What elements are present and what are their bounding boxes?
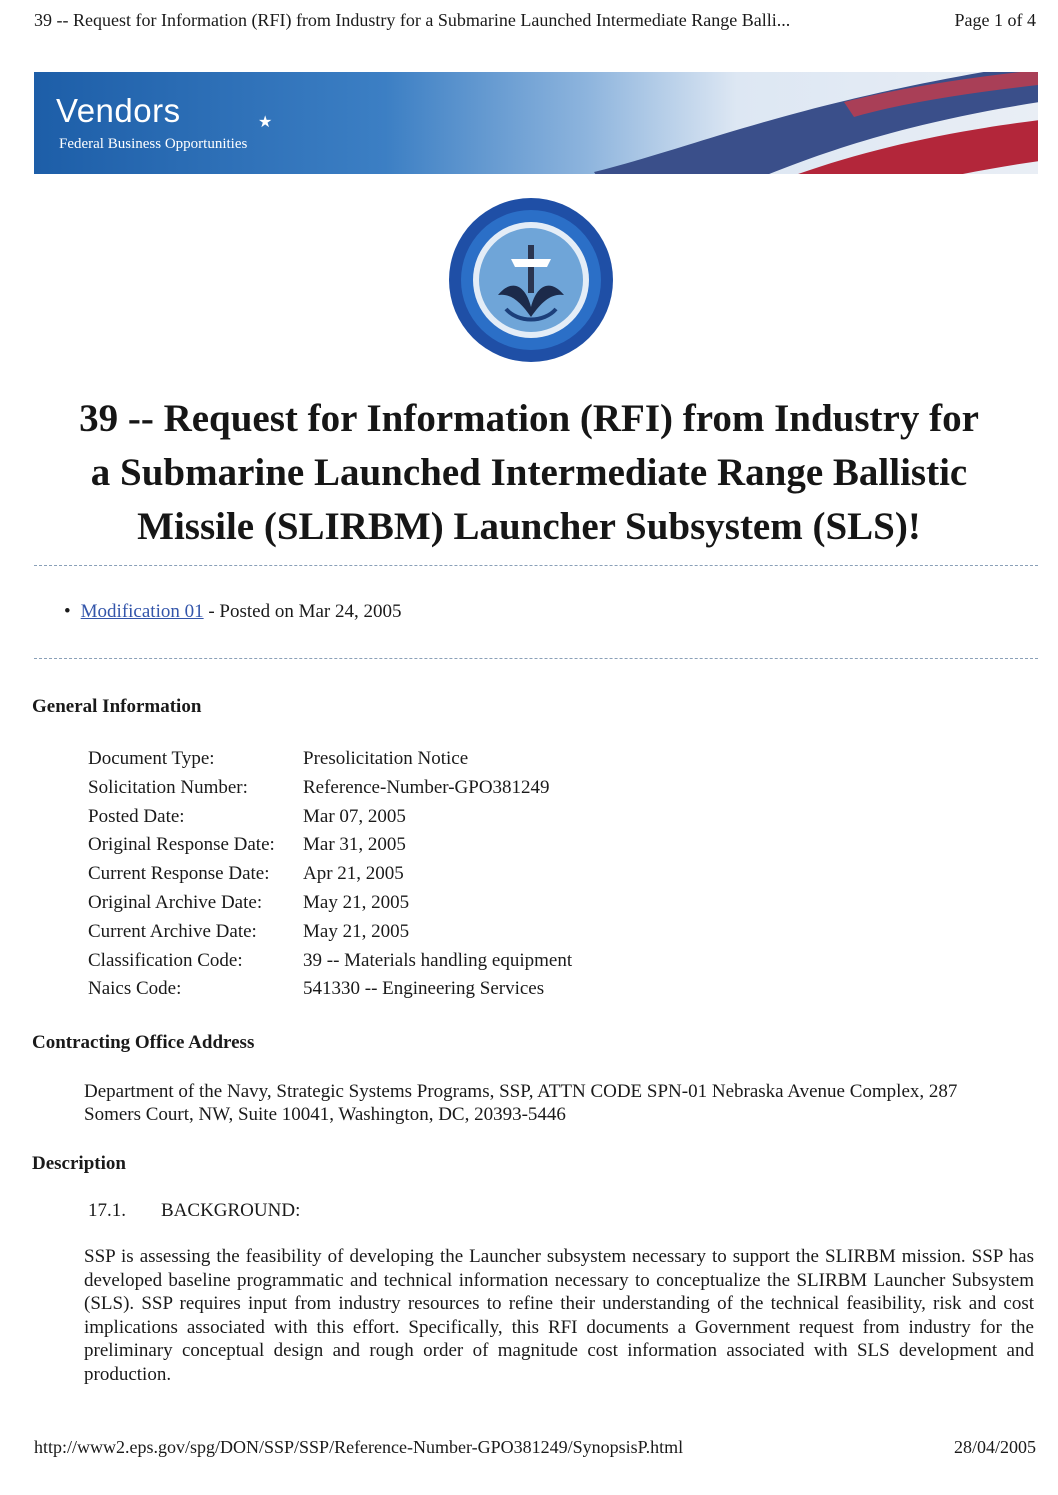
contracting-office-heading: Contracting Office Address	[32, 1032, 255, 1053]
info-value: May 21, 2005	[303, 920, 410, 942]
info-label: Current Archive Date:	[88, 920, 257, 942]
info-label: Posted Date:	[88, 805, 185, 827]
divider	[34, 565, 1038, 566]
info-value: Apr 21, 2005	[303, 863, 404, 885]
info-label: Naics Code:	[88, 978, 182, 1000]
info-label: Classification Code:	[88, 949, 243, 971]
general-information-table	[88, 748, 572, 1007]
info-value: Mar 07, 2005	[303, 805, 406, 827]
description-paragraph: SSP is assessing the feasibility of developing the Launcher subsystem necessary to support the SLIRBM mission. SSP has developed baseline programmatic and technical information necessary to conceptualize the SLIRBM Launcher Subsystem (SLS). SSP requires input from industry resources to refine their understanding of the technical feasibility, risk and cost implications associated with this effort. Specifically, this RFI documents a Government request from industry for the preliminary conceptual design and rough order of magnitude cost information associated with SLS development and production.	[84, 1246, 1034, 1385]
title-line: a Submarine Launched Intermediate Range Ballistic	[90, 451, 968, 494]
vendors-logo-text: Vendors	[56, 92, 181, 129]
print-footer	[34, 1437, 1036, 1458]
print-header	[34, 10, 1036, 36]
info-row	[88, 777, 572, 806]
info-row	[88, 950, 572, 979]
info-value: May 21, 2005	[303, 891, 410, 913]
title-line: 39 -- Request for Information (RFI) from Industry for	[79, 397, 979, 440]
info-row	[88, 863, 572, 892]
info-row	[88, 892, 572, 921]
banner-subtitle: Federal Business Opportunities	[59, 136, 248, 152]
info-row	[88, 834, 572, 863]
info-label: Solicitation Number:	[88, 776, 248, 798]
info-value: 541330 -- Engineering Services	[303, 978, 545, 1000]
description-heading: Description	[32, 1153, 126, 1174]
vendors-banner	[34, 72, 1038, 174]
info-value: Mar 31, 2005	[303, 834, 406, 856]
star-icon: ★	[258, 114, 273, 131]
flag-graphic	[594, 72, 1038, 174]
title-line: Missile (SLIRBM) Launcher Subsystem (SLS)!	[137, 505, 921, 548]
bullet-icon: •	[64, 601, 71, 622]
info-label: Current Response Date:	[88, 863, 270, 885]
modification-item	[64, 601, 402, 623]
info-label: Original Archive Date:	[88, 891, 263, 913]
info-value: 39 -- Materials handling equipment	[303, 949, 573, 971]
info-value: Presolicitation Notice	[303, 748, 469, 769]
divider	[34, 658, 1038, 659]
info-row	[88, 748, 572, 777]
print-header-title: 39 -- Request for Information (RFI) from Industry for a Submarine Launched Intermediate Range Balli...	[34, 10, 791, 30]
general-information-heading: General Information	[32, 696, 202, 717]
info-label: Document Type:	[88, 748, 215, 769]
navy-seal-icon	[448, 197, 614, 363]
print-header-page: Page 1 of 4	[954, 10, 1036, 30]
document-title	[20, 392, 1038, 554]
info-label: Original Response Date:	[88, 834, 275, 856]
info-value: Reference-Number-GPO381249	[303, 776, 550, 798]
footer-date: 28/04/2005	[953, 1437, 1036, 1457]
modification-posted: - Posted on Mar 24, 2005	[203, 601, 402, 622]
info-row	[88, 978, 572, 1007]
section-heading	[88, 1200, 300, 1222]
modification-link[interactable]: Modification 01	[80, 601, 204, 622]
footer-url: http://www2.eps.gov/spg/DON/SSP/SSP/Reference-Number-GPO381249/SynopsisP.html	[34, 1437, 684, 1457]
contracting-office-address: Department of the Navy, Strategic Systems Programs, SSP, ATTN CODE SPN-01 Nebraska Avenue Complex, 287 Somers Court, NW, Suite 10041, Washington, DC, 20393-5446	[84, 1081, 958, 1125]
section-number: 17.1.	[88, 1200, 126, 1221]
section-title: BACKGROUND:	[161, 1200, 301, 1221]
info-row	[88, 921, 572, 950]
info-row	[88, 806, 572, 835]
